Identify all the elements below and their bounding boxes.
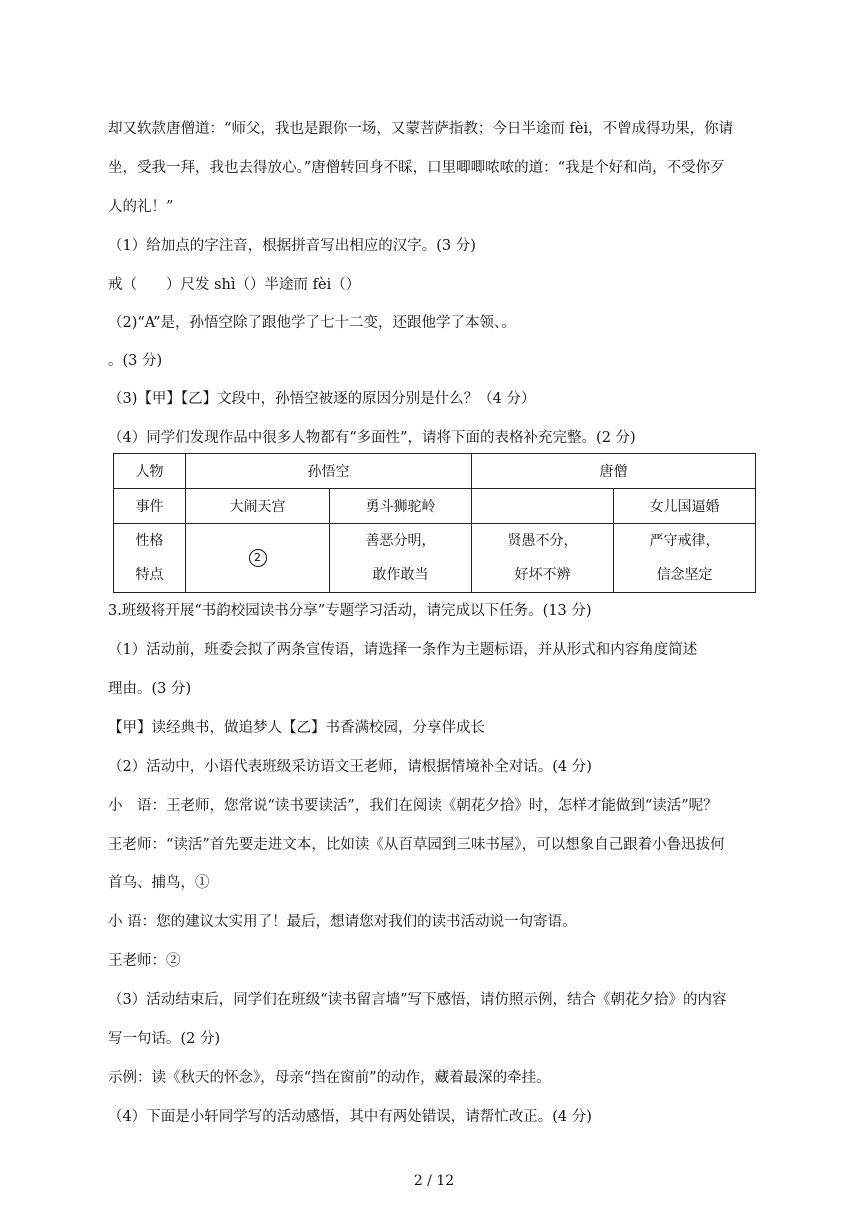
dialogue-teacher-1: 王老师：“读活”首先要走进文本，比如读《从百草园到三味书屋》，可以想象自己跟着小鲁迅拔何 (108, 837, 725, 853)
table-cell: 大闹天宫 (186, 489, 330, 524)
task-1: （1）活动前，班委会拟了两条宣传语，请选择一条作为主题标语，并从形式和内容角度简述 (108, 642, 698, 658)
table-traits-label (114, 524, 186, 593)
task-3-continued: 写一句话。(2 分) (108, 1031, 221, 1047)
page-number: 2 / 12 (413, 1173, 455, 1189)
table-traits-row (114, 524, 756, 593)
character-table (113, 453, 756, 593)
slogans: 【甲】读经典书，做追梦人【乙】书香满校园，分享伴成长 (108, 720, 485, 736)
task-3: （3）活动结束后，同学们在班级“读书留言墙”写下感悟，请仿照示例，结合《朝花夕拾》的内容 (108, 992, 727, 1008)
table-cell (614, 524, 756, 593)
table-header-tang-seng: 唐僧 (472, 454, 756, 489)
question-1-blanks: 戒（ ）尺发 shì（）半途而 fèi（） (108, 277, 361, 293)
dialogue-teacher-2: 王老师：② (108, 953, 181, 969)
table-events-row (114, 489, 756, 524)
dialogue-xiaoyu-1: 小 语：王老师，您常说“读书要读活”，我们在阅读《朝花夕拾》时，怎样才能做到“读活”呢？ (108, 798, 718, 814)
section-3-heading: 3.班级将开展“书韵校园读书分享”专题学习活动，请完成以下任务。(13 分) (108, 603, 592, 619)
table-cell: 女儿国逼婚 (614, 489, 756, 524)
passage-line-2: 坐，受我一拜，我也去得放心。”唐僧转回身不睬，口里唧唧哝哝的道：“我是个好和尚，不受你歹 (108, 160, 725, 176)
dialogue-xiaoyu-2: 小 语：您的建议太实用了！最后，想请您对我们的读书活动说一句寄语。 (108, 914, 577, 930)
table-cell-line: 敢作敢当 (372, 567, 429, 583)
table-cell-line: 善恶分明， (365, 533, 436, 549)
table-header-character: 人物 (114, 454, 186, 489)
example: 示例：读《秋天的怀念》，母亲“挡在窗前”的动作，藏着最深的牵挂。 (108, 1070, 551, 1086)
table-traits-label-line: 性格 (135, 533, 164, 549)
task-2: （2）活动中，小语代表班级采访语文王老师，请根据情境补全对话。(4 分) (108, 759, 592, 775)
question-1: （1）给加点的字注音，根据拼音写出相应的汉字。(3 分) (108, 238, 476, 254)
table-cell-blank (472, 489, 614, 524)
question-3: （3)【甲】【乙】文段中，孙悟空被逐的原因分别是什么？（4 分） (108, 391, 536, 407)
question-2: （2)“A”是，孙悟空除了跟他学了七十二变，还跟他学了本领、。 (108, 315, 516, 331)
passage-line-3: 人的礼！” (108, 199, 174, 215)
table-cell: 勇斗狮驼岭 (330, 489, 472, 524)
table-cell (330, 524, 472, 593)
table-cell-line: 贤愚不分， (507, 533, 578, 549)
table-cell (472, 524, 614, 593)
table-header-sun-wukong: 孙悟空 (186, 454, 472, 489)
table-cell (186, 524, 330, 593)
table-cell-line: 好坏不辨 (514, 567, 571, 583)
table-cell-line: 信念坚定 (656, 567, 713, 583)
dialogue-teacher-1-continued: 首乌、捕鸟，① (108, 875, 210, 891)
task-1-continued: 理由。(3 分) (108, 681, 192, 697)
table-cell-line: 严守戒律， (649, 533, 720, 549)
passage-line-1: 却又软款唐僧道：“师父，我也是跟你一场，又蒙菩萨指教；今日半途而 fèi，不曾成得功果，你请 (108, 121, 734, 137)
table-header-row (114, 454, 756, 489)
question-2-continued: 。(3 分) (108, 353, 163, 369)
task-4: （4）下面是小轩同学写的活动感悟，其中有两处错误，请帮忙改正。(4 分) (108, 1109, 592, 1125)
table-traits-label-line: 特点 (135, 567, 164, 583)
table-events-label: 事件 (114, 489, 186, 524)
blank-marker-2: 2 (249, 549, 267, 567)
question-4: （4）同学们发现作品中很多人物都有“多面性”，请将下面的表格补充完整。(2 分) (108, 430, 636, 446)
